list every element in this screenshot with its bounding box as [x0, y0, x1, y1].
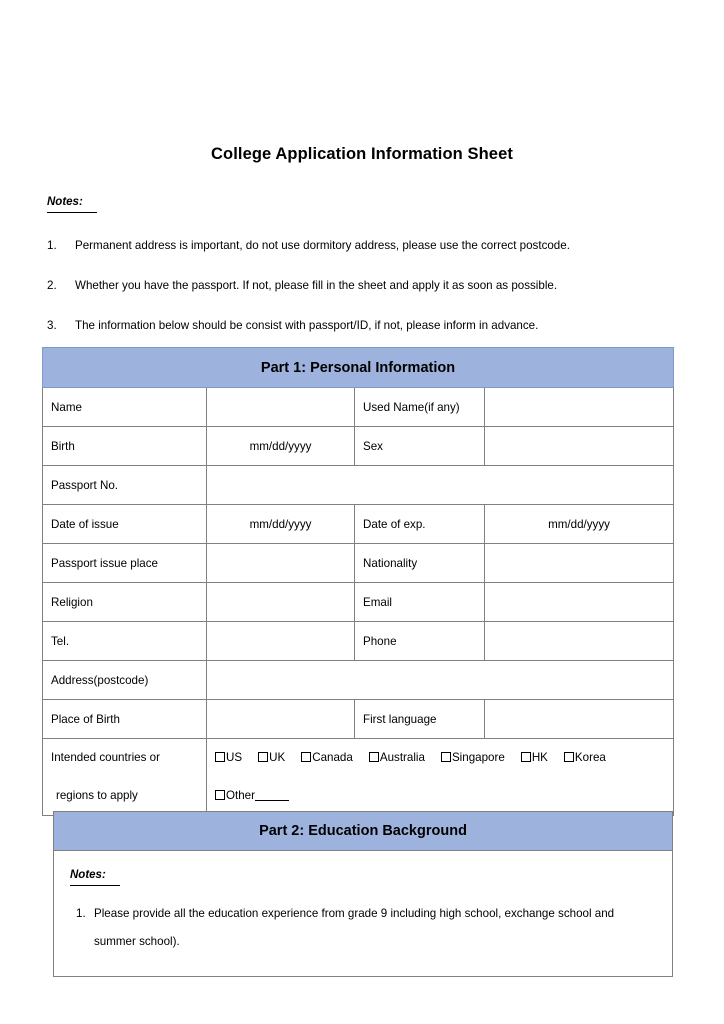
- other-fill-blank[interactable]: [255, 789, 289, 801]
- intended-countries-checkbox-group: [207, 739, 674, 816]
- field-value-birth[interactable]: mm/dd/yyyy: [207, 427, 355, 466]
- note-item: [47, 318, 679, 333]
- checkbox-label: Other: [226, 789, 255, 802]
- table-row: [43, 700, 674, 739]
- table-row: [43, 583, 674, 622]
- field-value-date-of-issue[interactable]: mm/dd/yyyy: [207, 505, 355, 544]
- field-label-phone: Phone: [355, 622, 485, 661]
- table-row: [43, 544, 674, 583]
- checkbox-line-1: [215, 739, 665, 777]
- checkbox-label: US: [226, 751, 243, 764]
- field-value-nationality[interactable]: [485, 544, 674, 583]
- note-text: Please provide all the education experience from grade 9 including high school, exchange school and summer school).: [94, 906, 615, 949]
- field-label-place-of-birth: Place of Birth: [43, 700, 207, 739]
- part2-notes-heading: Notes:: [70, 869, 120, 886]
- field-value-used-name[interactable]: [485, 388, 674, 427]
- field-value-name[interactable]: [207, 388, 355, 427]
- part1-header: Part 1: Personal Information: [43, 348, 674, 388]
- note-item: [47, 278, 679, 293]
- field-label-sex: Sex: [355, 427, 485, 466]
- note-text: The information below should be consist with passport/ID, if not, please inform in advance.: [75, 318, 539, 332]
- field-label-birth: Birth: [43, 427, 207, 466]
- part2-notes-list: [70, 900, 656, 957]
- field-label-address: Address(postcode): [43, 661, 207, 700]
- checkbox-icon[interactable]: [369, 752, 379, 762]
- note-text: Permanent address is important, do not use dormitory address, please use the correct postcode.: [75, 238, 570, 252]
- field-label-passport-no: Passport No.: [43, 466, 207, 505]
- checkbox-option-australia[interactable]: [369, 739, 425, 777]
- intended-label-line1: Intended countries or: [51, 751, 160, 764]
- checkbox-label: Canada: [312, 751, 353, 764]
- field-value-first-language[interactable]: [485, 700, 674, 739]
- intended-label-line2: regions to apply: [56, 789, 138, 802]
- note-number: 1.: [76, 906, 86, 920]
- checkbox-option-uk[interactable]: [258, 739, 285, 777]
- field-value-sex[interactable]: [485, 427, 674, 466]
- field-label-religion: Religion: [43, 583, 207, 622]
- note-item: [70, 900, 656, 957]
- part2-body: [54, 851, 672, 976]
- table-row: [43, 622, 674, 661]
- field-label-intended-countries: [43, 739, 207, 816]
- field-value-address[interactable]: [207, 661, 674, 700]
- field-value-email[interactable]: [485, 583, 674, 622]
- part2-section: [53, 811, 673, 977]
- checkbox-line-2: [215, 777, 665, 815]
- checkbox-option-canada[interactable]: [301, 739, 353, 777]
- field-label-nationality: Nationality: [355, 544, 485, 583]
- checkbox-icon[interactable]: [301, 752, 311, 762]
- top-notes-block: [47, 192, 679, 333]
- part2-header: Part 2: Education Background: [54, 812, 672, 851]
- field-label-name: Name: [43, 388, 207, 427]
- checkbox-label: HK: [531, 751, 548, 764]
- table-row: [43, 388, 674, 427]
- note-number: 3.: [47, 318, 57, 332]
- field-label-used-name: Used Name(if any): [355, 388, 485, 427]
- notes-list: [47, 238, 679, 333]
- field-label-passport-issue-place: Passport issue place: [43, 544, 207, 583]
- part1-table: [42, 347, 674, 816]
- field-value-tel[interactable]: [207, 622, 355, 661]
- field-label-date-of-issue: Date of issue: [43, 505, 207, 544]
- checkbox-label: UK: [269, 751, 286, 764]
- field-label-tel: Tel.: [43, 622, 207, 661]
- checkbox-icon[interactable]: [215, 790, 225, 800]
- checkbox-icon[interactable]: [564, 752, 574, 762]
- table-row-intended-countries: [43, 739, 674, 816]
- field-value-passport-no[interactable]: [207, 466, 674, 505]
- field-value-date-of-exp[interactable]: mm/dd/yyyy: [485, 505, 674, 544]
- checkbox-icon[interactable]: [215, 752, 225, 762]
- field-value-religion[interactable]: [207, 583, 355, 622]
- part1-header-row: [43, 348, 674, 388]
- table-row: [43, 505, 674, 544]
- checkbox-option-other[interactable]: [215, 777, 289, 815]
- note-number: 2.: [47, 278, 57, 292]
- table-row: [43, 466, 674, 505]
- field-label-date-of-exp: Date of exp.: [355, 505, 485, 544]
- checkbox-icon[interactable]: [521, 752, 531, 762]
- checkbox-label: Australia: [379, 751, 425, 764]
- note-number: 1.: [47, 238, 57, 252]
- checkbox-label: Korea: [574, 751, 606, 764]
- checkbox-icon[interactable]: [258, 752, 268, 762]
- field-value-phone[interactable]: [485, 622, 674, 661]
- checkbox-option-hk[interactable]: [521, 739, 548, 777]
- notes-heading: Notes:: [47, 196, 97, 213]
- table-row: [43, 427, 674, 466]
- field-label-first-language: First language: [355, 700, 485, 739]
- note-item: [47, 238, 679, 253]
- note-text: Whether you have the passport. If not, please fill in the sheet and apply it as soon as possible.: [75, 278, 558, 292]
- field-value-place-of-birth[interactable]: [207, 700, 355, 739]
- checkbox-icon[interactable]: [441, 752, 451, 762]
- checkbox-option-us[interactable]: [215, 739, 242, 777]
- field-label-email: Email: [355, 583, 485, 622]
- checkbox-option-korea[interactable]: [564, 739, 606, 777]
- checkbox-option-singapore[interactable]: [441, 739, 505, 777]
- checkbox-label: Singapore: [451, 751, 505, 764]
- table-row: [43, 661, 674, 700]
- field-value-passport-issue-place[interactable]: [207, 544, 355, 583]
- page-title: College Application Information Sheet: [211, 145, 513, 163]
